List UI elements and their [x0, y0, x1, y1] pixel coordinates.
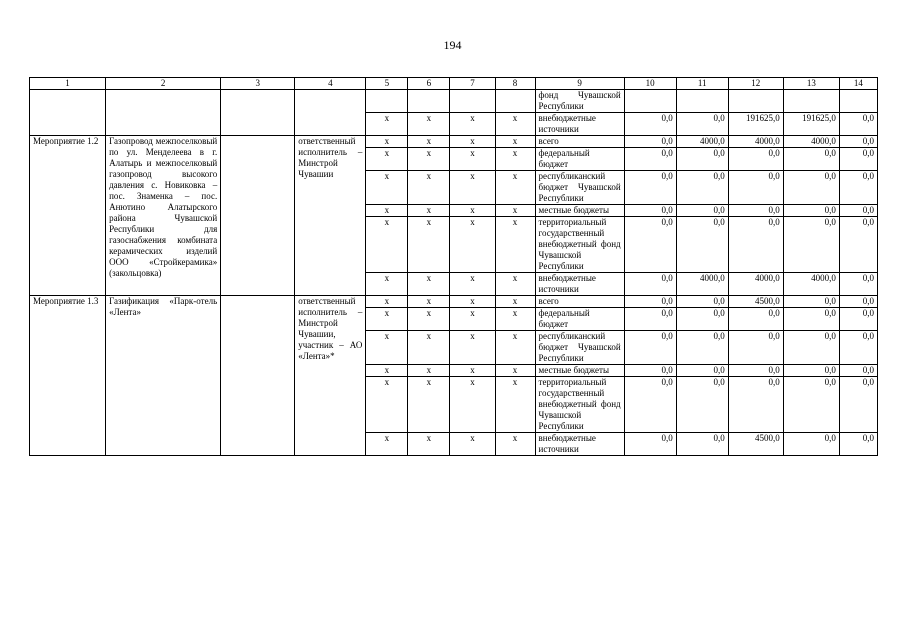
amount-cell: 4000,0	[728, 273, 783, 296]
measure-name-cell: Газопровод межпоселковый по ул. Менделеева в г. Алатырь и межпоселковый газопровод высокого давления с. Новиковка – пос. Знаменка – пос. Анютино Алатырского района Чувашской Республики для газоснабжения комбината керамических изделий ООО «Стройкерамика» (закольцовка)	[106, 136, 221, 296]
funding-source-cell: местные бюджеты	[535, 205, 624, 217]
amount-cell: 0,0	[676, 331, 728, 365]
column-number-cell: 3	[221, 78, 295, 90]
marker-cell: х	[408, 365, 450, 377]
amount-cell: 0,0	[839, 433, 877, 456]
amount-cell	[624, 90, 676, 113]
marker-cell: х	[450, 273, 495, 296]
amount-cell	[676, 90, 728, 113]
amount-cell: 4000,0	[728, 136, 783, 148]
marker-cell	[495, 90, 535, 113]
marker-cell: х	[450, 136, 495, 148]
marker-cell: х	[408, 377, 450, 433]
funding-source-cell: внебюджетные источники	[535, 273, 624, 296]
marker-cell: х	[495, 308, 535, 331]
amount-cell: 0,0	[783, 205, 839, 217]
column-number-cell: 8	[495, 78, 535, 90]
amount-cell: 0,0	[676, 148, 728, 171]
marker-cell: х	[450, 205, 495, 217]
funding-source-cell: федеральный бюджет	[535, 308, 624, 331]
blank-cell	[221, 136, 295, 296]
marker-cell	[408, 90, 450, 113]
marker-cell: х	[495, 136, 535, 148]
amount-cell: 0,0	[783, 171, 839, 205]
amount-cell: 0,0	[624, 331, 676, 365]
amount-cell: 0,0	[783, 296, 839, 308]
program-table	[29, 77, 878, 456]
amount-cell: 0,0	[624, 171, 676, 205]
responsible-cell: ответственный исполнитель – Минстрой Чувашии, участник – АО «Лента»*	[295, 296, 366, 456]
marker-cell	[450, 90, 495, 113]
column-number-cell: 13	[783, 78, 839, 90]
marker-cell: х	[366, 308, 408, 331]
marker-cell: х	[366, 296, 408, 308]
marker-cell: х	[408, 148, 450, 171]
amount-cell: 0,0	[624, 377, 676, 433]
marker-cell: х	[408, 113, 450, 136]
amount-cell: 0,0	[728, 365, 783, 377]
marker-cell: х	[366, 148, 408, 171]
measure-name-cell: Газификация «Парк-отель «Лента»	[106, 296, 221, 456]
amount-cell: 0,0	[624, 113, 676, 136]
marker-cell: х	[450, 377, 495, 433]
marker-cell: х	[408, 136, 450, 148]
amount-cell: 0,0	[839, 136, 877, 148]
blank-cell	[221, 296, 295, 456]
table-row	[30, 136, 878, 148]
amount-cell: 0,0	[728, 331, 783, 365]
amount-cell: 4500,0	[728, 433, 783, 456]
amount-cell: 0,0	[624, 308, 676, 331]
funding-source-cell: внебюджетные источники	[535, 113, 624, 136]
amount-cell: 0,0	[624, 136, 676, 148]
page-number: 194	[443, 38, 462, 52]
amount-cell: 0,0	[624, 205, 676, 217]
marker-cell	[366, 90, 408, 113]
amount-cell: 0,0	[728, 148, 783, 171]
marker-cell: х	[366, 217, 408, 273]
marker-cell: х	[450, 148, 495, 171]
amount-cell: 0,0	[839, 308, 877, 331]
amount-cell: 0,0	[728, 377, 783, 433]
table-body	[30, 90, 878, 456]
marker-cell: х	[450, 433, 495, 456]
amount-cell: 0,0	[839, 205, 877, 217]
funding-source-cell: федеральный бюджет	[535, 148, 624, 171]
column-number-cell: 12	[728, 78, 783, 90]
responsible-cell	[295, 90, 366, 136]
amount-cell: 0,0	[783, 377, 839, 433]
marker-cell: х	[366, 365, 408, 377]
amount-cell	[728, 90, 783, 113]
amount-cell: 0,0	[676, 296, 728, 308]
column-number-cell: 4	[295, 78, 366, 90]
marker-cell: х	[408, 308, 450, 331]
amount-cell	[839, 90, 877, 113]
amount-cell: 0,0	[676, 433, 728, 456]
column-number-cell: 10	[624, 78, 676, 90]
marker-cell: х	[366, 273, 408, 296]
column-number-cell: 5	[366, 78, 408, 90]
amount-cell: 4000,0	[676, 273, 728, 296]
amount-cell: 0,0	[676, 217, 728, 273]
table-header	[30, 78, 878, 90]
amount-cell: 0,0	[783, 365, 839, 377]
amount-cell: 0,0	[676, 113, 728, 136]
measure-label-cell	[30, 90, 106, 136]
marker-cell: х	[495, 273, 535, 296]
funding-source-cell: территориальный государственный внебюджетный фонд Чувашской Республики	[535, 217, 624, 273]
table-row	[30, 90, 878, 113]
amount-cell: 0,0	[624, 433, 676, 456]
marker-cell: х	[495, 377, 535, 433]
funding-source-cell: территориальный государственный внебюджетный фонд Чувашской Республики	[535, 377, 624, 433]
amount-cell: 0,0	[676, 308, 728, 331]
blank-cell	[221, 90, 295, 136]
amount-cell: 0,0	[624, 296, 676, 308]
column-number-cell: 7	[450, 78, 495, 90]
amount-cell	[783, 90, 839, 113]
marker-cell: х	[408, 296, 450, 308]
table-row	[30, 296, 878, 308]
marker-cell: х	[366, 136, 408, 148]
amount-cell: 191625,0	[728, 113, 783, 136]
amount-cell: 4000,0	[676, 136, 728, 148]
marker-cell: х	[450, 365, 495, 377]
marker-cell: х	[366, 113, 408, 136]
marker-cell: х	[408, 205, 450, 217]
measure-label-cell: Мероприятие 1.3	[30, 296, 106, 456]
column-number-cell: 1	[30, 78, 106, 90]
amount-cell: 0,0	[839, 377, 877, 433]
amount-cell: 0,0	[783, 331, 839, 365]
amount-cell: 0,0	[839, 113, 877, 136]
amount-cell: 0,0	[624, 365, 676, 377]
funding-source-cell: внебюджетные источники	[535, 433, 624, 456]
amount-cell: 0,0	[676, 205, 728, 217]
amount-cell: 4000,0	[783, 136, 839, 148]
amount-cell: 0,0	[676, 377, 728, 433]
funding-source-cell: всего	[535, 136, 624, 148]
amount-cell: 0,0	[783, 148, 839, 171]
amount-cell: 0,0	[728, 205, 783, 217]
amount-cell: 0,0	[839, 171, 877, 205]
marker-cell: х	[408, 217, 450, 273]
marker-cell: х	[495, 113, 535, 136]
column-number-cell: 9	[535, 78, 624, 90]
measure-label-cell: Мероприятие 1.2	[30, 136, 106, 296]
marker-cell: х	[408, 171, 450, 205]
amount-cell: 0,0	[676, 171, 728, 205]
marker-cell: х	[495, 433, 535, 456]
marker-cell: х	[450, 217, 495, 273]
funding-source-cell: фонд Чувашской Республики	[535, 90, 624, 113]
responsible-cell: ответственный исполнитель – Минстрой Чувашии	[295, 136, 366, 296]
amount-cell: 0,0	[728, 217, 783, 273]
amount-cell: 0,0	[624, 217, 676, 273]
funding-source-cell: всего	[535, 296, 624, 308]
marker-cell: х	[495, 296, 535, 308]
marker-cell: х	[408, 331, 450, 365]
amount-cell: 0,0	[676, 365, 728, 377]
marker-cell: х	[408, 273, 450, 296]
amount-cell: 0,0	[728, 171, 783, 205]
marker-cell: х	[366, 377, 408, 433]
marker-cell: х	[408, 433, 450, 456]
marker-cell: х	[450, 296, 495, 308]
marker-cell: х	[495, 365, 535, 377]
header-row	[30, 78, 878, 90]
marker-cell: х	[450, 171, 495, 205]
amount-cell: 0,0	[783, 217, 839, 273]
funding-source-cell: местные бюджеты	[535, 365, 624, 377]
marker-cell: х	[366, 331, 408, 365]
marker-cell: х	[495, 331, 535, 365]
amount-cell: 0,0	[783, 433, 839, 456]
marker-cell: х	[366, 171, 408, 205]
amount-cell: 0,0	[624, 148, 676, 171]
amount-cell: 0,0	[839, 296, 877, 308]
amount-cell: 0,0	[783, 308, 839, 331]
funding-source-cell: республиканский бюджет Чувашской Республики	[535, 171, 624, 205]
marker-cell: х	[495, 148, 535, 171]
amount-cell: 4000,0	[783, 273, 839, 296]
column-number-cell: 2	[106, 78, 221, 90]
amount-cell: 0,0	[839, 331, 877, 365]
amount-cell: 0,0	[728, 308, 783, 331]
marker-cell: х	[366, 205, 408, 217]
amount-cell: 191625,0	[783, 113, 839, 136]
amount-cell: 0,0	[839, 148, 877, 171]
marker-cell: х	[450, 331, 495, 365]
marker-cell: х	[450, 113, 495, 136]
marker-cell: х	[450, 308, 495, 331]
column-number-cell: 6	[408, 78, 450, 90]
amount-cell: 4500,0	[728, 296, 783, 308]
column-number-cell: 11	[676, 78, 728, 90]
marker-cell: х	[366, 433, 408, 456]
marker-cell: х	[495, 171, 535, 205]
amount-cell: 0,0	[839, 217, 877, 273]
amount-cell: 0,0	[624, 273, 676, 296]
amount-cell: 0,0	[839, 365, 877, 377]
column-number-cell: 14	[839, 78, 877, 90]
measure-name-cell	[106, 90, 221, 136]
funding-source-cell: республиканский бюджет Чувашской Республики	[535, 331, 624, 365]
amount-cell: 0,0	[839, 273, 877, 296]
marker-cell: х	[495, 205, 535, 217]
marker-cell: х	[495, 217, 535, 273]
